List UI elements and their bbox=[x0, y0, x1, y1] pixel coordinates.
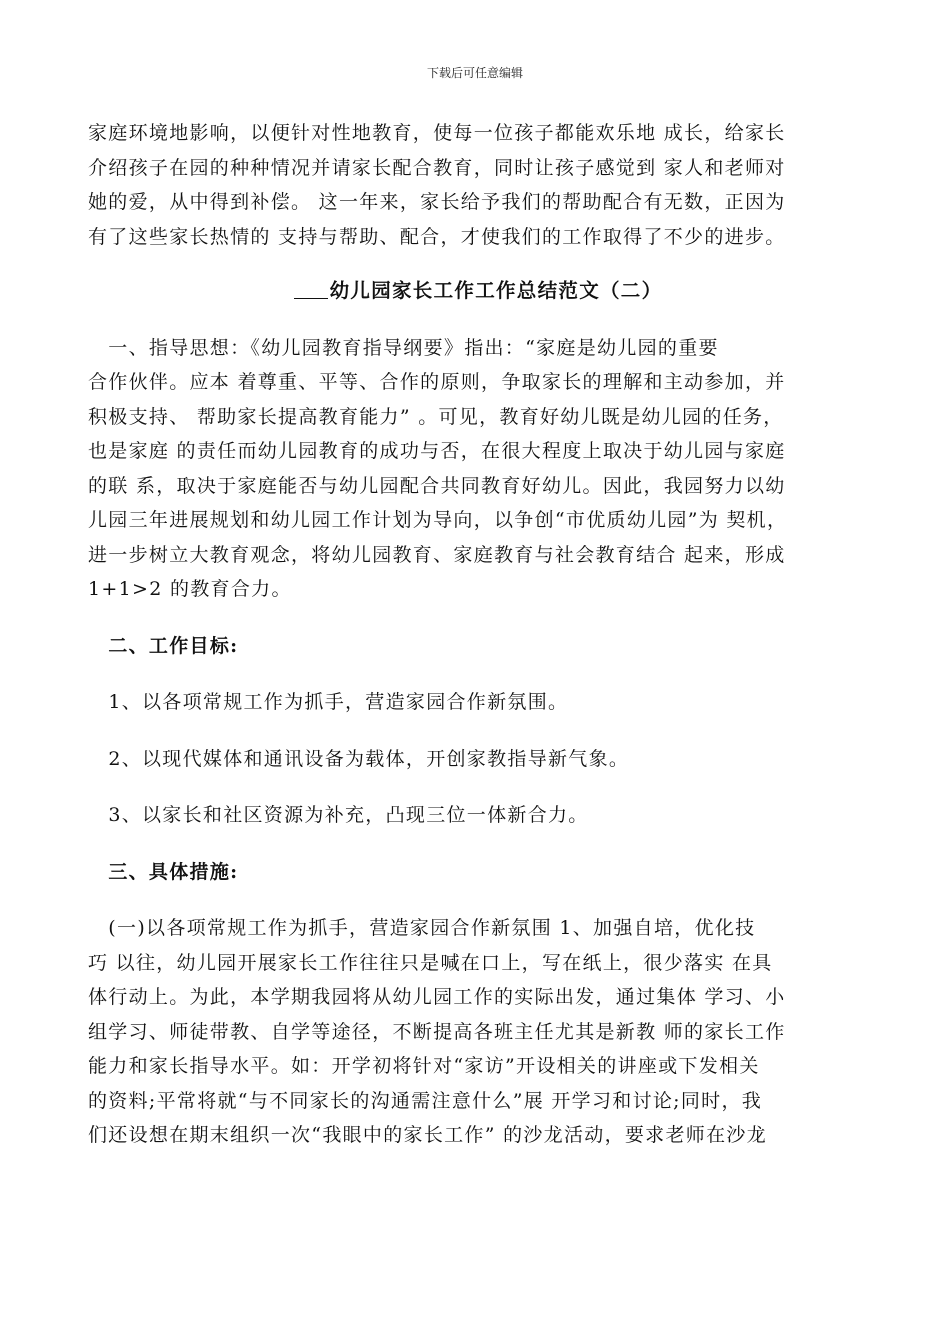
guide-line: 的联 系，取决于家庭能否与幼儿园配合共同教育好幼儿。因此，我园努力以幼 bbox=[88, 474, 786, 497]
measure-line: 体行动上。为此，本学期我园将从幼儿园工作的实际出发，通过集体 学习、小 bbox=[88, 986, 786, 1008]
measure-line: 巧 以往，幼儿园开展家长工作往往只是喊在口上，写在纸上，很少落实 在具 bbox=[88, 951, 773, 974]
title-blank bbox=[294, 280, 328, 299]
guide-line: 合作伙伴。应本 着尊重、平等、合作的原则，争取家长的理解和主动参加，并 bbox=[88, 371, 786, 393]
measure-line: 组学习、师徒带教、自学等途径，不断提高各班主任尤其是新教 师的家长工作 bbox=[88, 1020, 786, 1043]
intro-line: 她的爱，从中得到补偿。 这一年来，家长给予我们的帮助配合有无数，正因为 bbox=[88, 191, 786, 213]
guide-line: 积极支持、 帮助家长提高教育能力” 。可见，教育好幼儿既是幼儿园的任务， bbox=[88, 405, 784, 428]
measure-line: (一)以各项常规工作为抓手，营造家园合作新氛围 1、加强自培，优化技 bbox=[88, 917, 756, 939]
page-header: 下载后可任意编辑 bbox=[426, 66, 523, 80]
guide-line: 进一步树立大教育观念，将幼儿园教育、家庭教育与社会教育结合 起来，形成 bbox=[88, 543, 786, 566]
measure-line: 们还设想在期末组织一次“我眼中的家长工作” 的沙龙活动，要求老师在沙龙 bbox=[88, 1124, 767, 1146]
intro-line: 家庭环境地影响，以便针对性地教育，使每一位孩子都能欢乐地 成长，给家长 bbox=[88, 122, 786, 144]
measure-line: 的资料;平常将就“与不同家长的沟通需注意什么”展 开学习和讨论;同时，我 bbox=[88, 1089, 763, 1112]
guide-line: 一、指导思想：《幼儿园教育指导纲要》指出：“家庭是幼儿园的重要 bbox=[88, 336, 719, 359]
guide-line: 儿园三年进展规划和幼儿园工作计划为导向，以争创“市优质幼儿园”为 契机， bbox=[88, 509, 788, 531]
document-body bbox=[88, 116, 868, 1153]
title-text: 幼儿园家长工作工作总结范文（二） bbox=[329, 279, 663, 302]
guide-line: 1+1>2 的教育合力。 bbox=[88, 578, 292, 600]
section-heading-measures: 三、具体措施: bbox=[108, 860, 239, 883]
goal-item: 3、以家长和社区资源为补充，凸现三位一体新合力。 bbox=[108, 804, 589, 826]
guide-line: 也是家庭 的责任而幼儿园教育的成功与否，在很大程度上取决于幼儿园与家庭 bbox=[88, 440, 786, 462]
intro-line: 有了这些家长热情的 支持与帮助、配合，才使我们的工作取得了不少的进步。 bbox=[88, 225, 786, 248]
section-heading-goals: 二、工作目标: bbox=[108, 634, 239, 657]
goal-item: 1、以各项常规工作为抓手，营造家园合作新氛围。 bbox=[108, 691, 569, 713]
goal-item: 2、以现代媒体和通讯设备为载体，开创家教指导新气象。 bbox=[108, 747, 630, 770]
intro-line: 介绍孩子在园的种种情况并请家长配合教育，同时让孩子感觉到 家人和老师对 bbox=[88, 156, 786, 179]
measure-line: 能力和家长指导水平。如：开学初将针对“家访”开设相关的讲座或下发相关 bbox=[88, 1055, 760, 1077]
section-title bbox=[88, 274, 868, 309]
